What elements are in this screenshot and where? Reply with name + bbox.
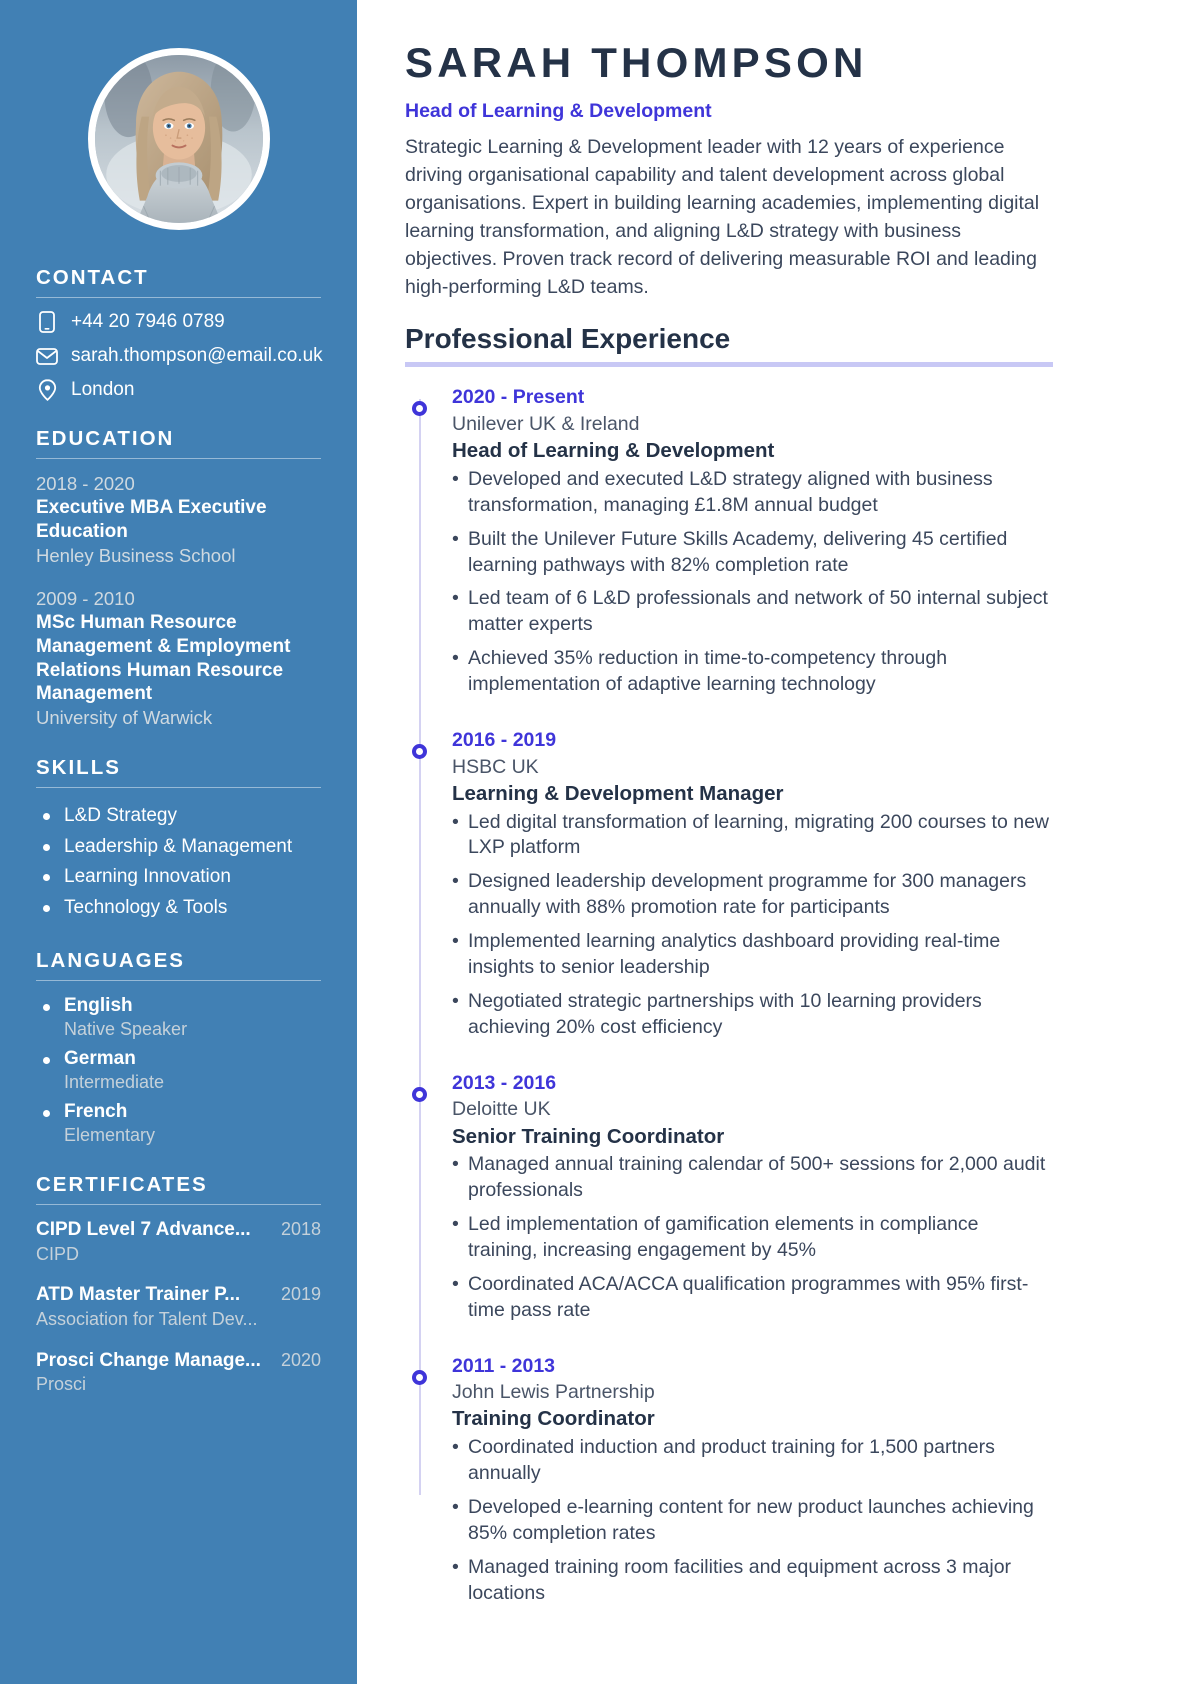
- experience-bullet: • Led team of 6 L&D professionals and network of 50 internal subject matter experts: [452, 586, 1053, 638]
- timeline-dot-icon: [412, 744, 427, 759]
- experience-bullet: • Coordinated induction and product training for 1,500 partners annually: [452, 1435, 1053, 1487]
- language-level: Elementary: [64, 1125, 156, 1146]
- certificate-name: ATD Master Trainer P...: [36, 1284, 241, 1306]
- location-value: London: [71, 378, 135, 400]
- timeline-dot-icon: [412, 1087, 427, 1102]
- languages-section-title: LANGUAGES: [36, 949, 185, 973]
- timeline-dot-icon: [412, 1370, 427, 1385]
- skills-divider: [36, 787, 321, 788]
- contact-divider: [36, 297, 321, 298]
- certificate-issuer: Prosci: [36, 1374, 87, 1395]
- language-name: German: [64, 1048, 136, 1070]
- education-section-title: EDUCATION: [36, 427, 175, 451]
- certificate-issuer: Association for Talent Dev...: [36, 1309, 258, 1330]
- experience-bullet: • Coordinated ACA/ACCA qualification programmes with 95% first-time pass rate: [452, 1272, 1053, 1324]
- skills-section-title: SKILLS: [36, 756, 121, 780]
- email-value: sarah.thompson@email.co.uk: [71, 344, 323, 366]
- experience-bullet: • Designed leadership development programme for 300 managers annually with 88% promotion rate for participants: [452, 869, 1053, 921]
- skills-list: [36, 801, 321, 923]
- certificate-item: [36, 1349, 321, 1397]
- contact-item-location[interactable]: [36, 379, 321, 402]
- profile-photo-illustration: [95, 55, 263, 223]
- education-item: [36, 587, 321, 730]
- language-item: [36, 1047, 321, 1094]
- timeline-dot-icon: [412, 401, 427, 416]
- contact-section-title: CONTACT: [36, 266, 149, 289]
- candidate-name: SARAH THOMPSON: [405, 39, 868, 86]
- experience-bullet: • Developed and executed L&D strategy aligned with business transformation, managing £1.8M annual budget: [452, 467, 1053, 519]
- education-item: [36, 472, 321, 568]
- contact-list: [36, 311, 321, 401]
- experience-date: 2011 - 2013: [452, 1354, 556, 1377]
- experience-item: [452, 1354, 1053, 1607]
- main-content: [357, 0, 1190, 1684]
- experience-role: Head of Learning & Development: [452, 439, 775, 463]
- experience-item: [452, 728, 1053, 1041]
- education-divider: [36, 458, 321, 459]
- experience-bullets: [452, 810, 1053, 1041]
- certificate-header: [36, 1349, 321, 1373]
- experience-timeline: [405, 385, 1053, 1606]
- language-level: Native Speaker: [64, 1018, 188, 1039]
- certificate-year: 2018: [280, 1219, 321, 1240]
- experience-role: Senior Training Coordinator: [452, 1124, 725, 1148]
- experience-bullets: [452, 1435, 1053, 1607]
- education-degree: MSc Human Resource Management & Employment Relations Human Resource Management: [36, 611, 291, 705]
- education-date: 2009 - 2010: [36, 587, 135, 609]
- phone-icon: [36, 311, 58, 333]
- experience-bullet: • Managed training room facilities and equipment across 3 major locations: [452, 1555, 1053, 1607]
- contact-item-email[interactable]: [36, 345, 321, 368]
- language-item: [36, 994, 321, 1041]
- experience-company: John Lewis Partnership: [452, 1381, 655, 1404]
- skill-item: Learning Innovation: [36, 862, 321, 892]
- certificates-divider: [36, 1204, 321, 1205]
- avatar-container: [0, 0, 357, 240]
- experience-bullet: • Led digital transformation of learning, migrating 200 courses to new LXP platform: [452, 810, 1053, 862]
- skill-item: Technology & Tools: [36, 893, 321, 923]
- certificate-item: [36, 1283, 321, 1331]
- language-level: Intermediate: [64, 1071, 165, 1092]
- experience-divider: [405, 362, 1053, 367]
- experience-date: 2013 - 2016: [452, 1071, 557, 1094]
- professional-summary: Strategic Learning & Development leader with 12 years of experience driving organisational capability and talent development across global organisations. Expert in building learning academies, implementing digital learning transformation, and aligning L&D strategy with business objectives. Proven track record of delivering measurable ROI and leading high-performing L&D teams.: [405, 136, 1040, 298]
- certificates-section-title: CERTIFICATES: [36, 1173, 208, 1197]
- timeline-line: [419, 399, 421, 1494]
- certificate-year: 2020: [280, 1349, 321, 1370]
- sidebar-content: [0, 266, 357, 1397]
- experience-company: Deloitte UK: [452, 1098, 551, 1121]
- education-school: University of Warwick: [36, 707, 213, 729]
- experience-bullet: • Implemented learning analytics dashboard providing real-time insights to senior leadership: [452, 929, 1053, 981]
- location-icon: [36, 379, 58, 401]
- language-name: English: [64, 995, 133, 1017]
- certificate-name: Prosci Change Manage...: [36, 1349, 261, 1371]
- experience-bullets: [452, 467, 1053, 698]
- experience-bullet: • Managed annual training calendar of 500+ sessions for 2,000 audit professionals: [452, 1152, 1053, 1204]
- experience-date: 2020 - Present: [452, 386, 585, 409]
- candidate-headline: Head of Learning & Development: [405, 100, 712, 123]
- language-name: French: [64, 1101, 128, 1123]
- experience-bullet: • Developed e-learning content for new product launches achieving 85% completion rates: [452, 1495, 1053, 1547]
- avatar: [88, 48, 270, 230]
- experience-role: Training Coordinator: [452, 1407, 655, 1431]
- experience-date: 2016 - 2019: [452, 729, 557, 752]
- languages-list: [36, 994, 321, 1147]
- experience-company: Unilever UK & Ireland: [452, 412, 640, 435]
- experience-section-title: Professional Experience: [405, 323, 731, 355]
- experience-company: HSBC UK: [452, 755, 539, 778]
- certificate-year: 2019: [280, 1284, 321, 1305]
- skill-item: Leadership & Management: [36, 832, 321, 862]
- certificate-name: CIPD Level 7 Advance...: [36, 1219, 251, 1241]
- phone-value: +44 20 7946 0789: [71, 311, 225, 332]
- experience-bullet: • Negotiated strategic partnerships with 10 learning providers achieving 20% cost efficiency: [452, 989, 1053, 1041]
- experience-bullet: • Built the Unilever Future Skills Academy, delivering 45 certified learning pathways with 82% completion rate: [452, 527, 1053, 579]
- experience-bullet: • Led implementation of gamification elements in compliance training, increasing engagement by 45%: [452, 1212, 1053, 1264]
- education-list: [36, 472, 321, 730]
- certificates-list: [36, 1218, 321, 1396]
- experience-bullet: • Achieved 35% reduction in time-to-competency through implementation of adaptive learning technology: [452, 646, 1053, 698]
- certificate-header: [36, 1218, 321, 1242]
- education-date: 2018 - 2020: [36, 473, 135, 495]
- language-item: [36, 1100, 321, 1147]
- experience-item: [452, 1071, 1053, 1324]
- education-school: Henley Business School: [36, 544, 236, 566]
- sidebar: [0, 0, 357, 1684]
- experience-bullets: [452, 1152, 1053, 1324]
- certificate-header: [36, 1283, 321, 1307]
- certificate-item: [36, 1218, 321, 1266]
- email-icon: [36, 345, 58, 367]
- education-degree: Executive MBA Executive Education: [36, 497, 267, 542]
- skill-item: L&D Strategy: [36, 801, 321, 831]
- contact-item-phone[interactable]: [36, 311, 321, 334]
- certificate-issuer: CIPD: [36, 1244, 80, 1265]
- experience-role: Learning & Development Manager: [452, 781, 784, 805]
- experience-item: [452, 385, 1053, 698]
- languages-divider: [36, 980, 321, 981]
